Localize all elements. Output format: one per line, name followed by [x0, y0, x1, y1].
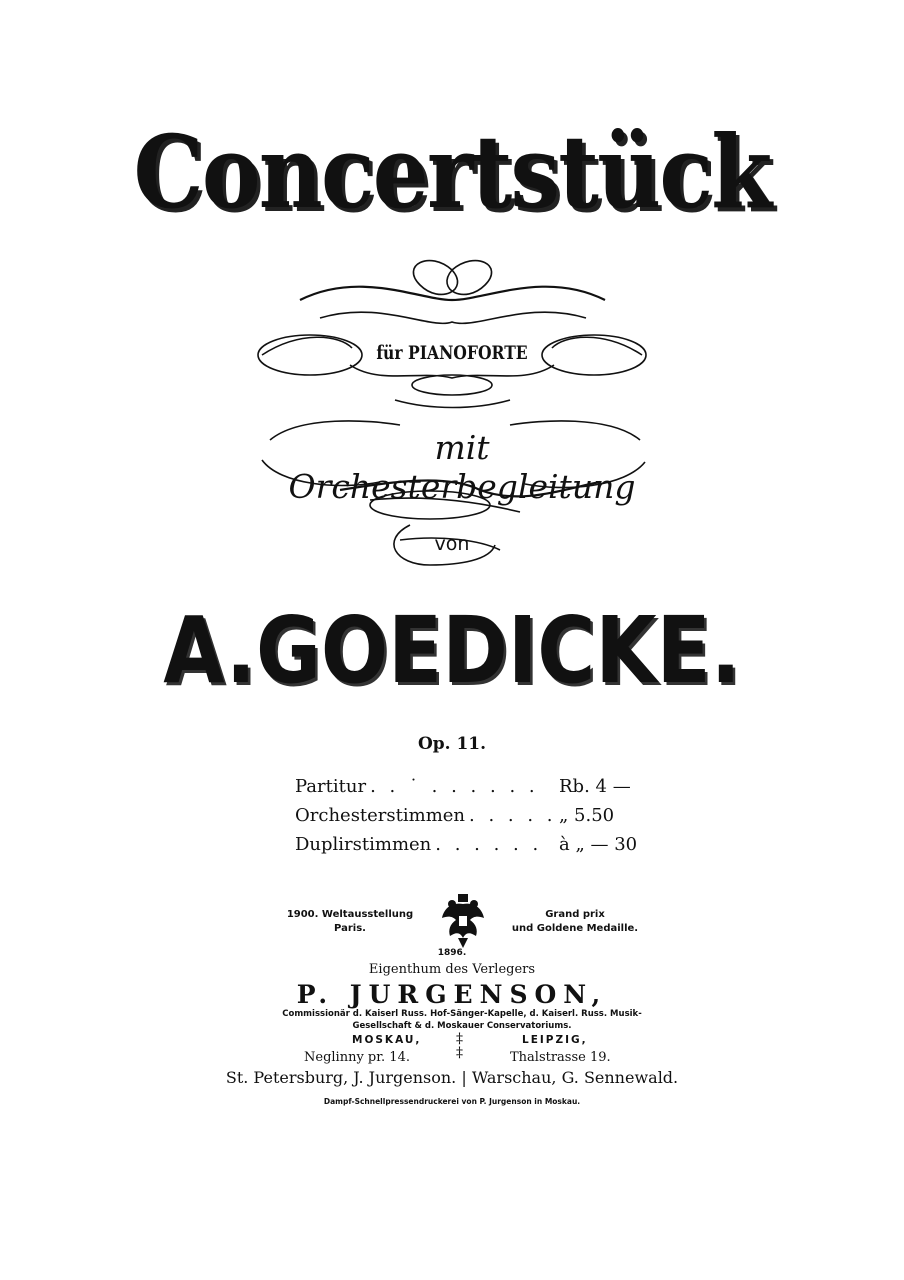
price-row	[295, 801, 635, 830]
ownership-note: Eigenthum des Verlegers	[368, 962, 536, 977]
price-row	[295, 830, 638, 859]
double-headed-eagle-icon	[440, 892, 486, 950]
commission-note	[250, 1008, 674, 1032]
double-cross-icon: ‡ ‡	[456, 1031, 463, 1061]
price-item: Partitur	[295, 776, 367, 797]
city-moscow: MOSKAU,	[352, 1034, 422, 1046]
price-item: Orchesterstimmen	[295, 805, 466, 826]
price-leader: . . . . . .	[435, 834, 543, 855]
leipzig-address: Thalstrasse 19.	[510, 1050, 611, 1065]
price-amount: Rb. 4 —	[559, 776, 631, 797]
by-line: von	[434, 533, 470, 555]
price-amount: à „ — 30	[559, 834, 638, 855]
work-title: Concertstück	[133, 113, 771, 231]
city-leipzig: LEIPZIG,	[522, 1034, 588, 1046]
award-year: 1896.	[437, 948, 467, 958]
price-row	[295, 772, 635, 801]
award-line: und Goldene Medaille.	[511, 923, 639, 934]
opus-number: Op. 11.	[417, 734, 487, 754]
price-leader: . . . . .	[469, 805, 557, 826]
printer-credit: Dampf-Schnellpressendruckerei von P. Jurgenson in Moskau.	[323, 1097, 581, 1106]
moscow-address: Neglinny pr. 14.	[304, 1050, 410, 1065]
accompaniment-line: mit Orchesterbegleitung	[288, 428, 636, 506]
publisher-name: P. JURGENSON,	[296, 980, 608, 1009]
branch-offices: St. Petersburg, J. Jurgenson. | Warschau, G. Sennewald.	[225, 1068, 679, 1087]
price-item: Duplirstimmen	[295, 834, 432, 855]
commission-line: Gesellschaft & d. Moskauer Conservatoriums.	[352, 1021, 572, 1031]
price-amount: „ 5.50	[559, 805, 615, 826]
price-leader: . . ˙ . . . . . .	[370, 776, 539, 797]
award-line: 1900. Weltausstellung	[286, 909, 414, 920]
instrument-line: für PIANOFORTE	[376, 342, 528, 364]
award-line: Paris.	[334, 923, 366, 934]
commission-line: Commissionär d. Kaiserl Russ. Hof-Sänger-Kapelle, d. Kaiserl. Russ. Musik-	[282, 1009, 642, 1019]
award-line: Grand prix	[545, 909, 605, 920]
composer-name: A.GOEDICKE.	[163, 597, 741, 704]
exhibition-award	[282, 908, 418, 936]
grand-prix-award	[500, 908, 650, 936]
price-list	[295, 772, 638, 859]
